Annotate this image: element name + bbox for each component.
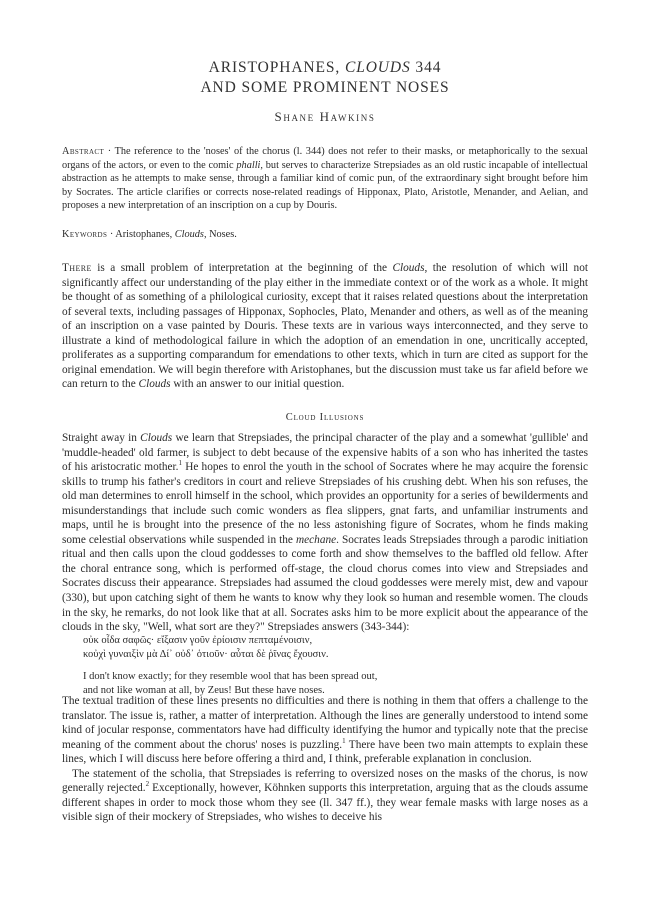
greek-line-2: κοὐχὶ γυναιξὶν μὰ Δί᾽ οὐδ᾽ ὁτιοῦν· αὗται δὲ ῥῖνας ἔχουσιν. bbox=[83, 649, 329, 660]
keywords: Keywords · Aristophanes, Clouds, Noses. bbox=[62, 229, 237, 240]
title-line-1: ARISTOPHANES, CLOUDS 344 bbox=[208, 59, 442, 76]
greek-line-1: οὐκ οἶδα σαφῶς· εἴξασιν γοῦν ἐρίοισιν πεπταμένοισιν, bbox=[83, 635, 313, 646]
abstract-label: Abstract bbox=[62, 146, 105, 157]
footnote-ref: 1 bbox=[342, 736, 346, 745]
intro-first-word: There bbox=[62, 262, 92, 274]
discussion-paragraph-1: The textual tradition of these lines presents no difficulties and there is nothing in them that offers a challenge to the translator. The issue is, rather, a matter of interpretation. Although the lines are generally understood to intend some kind of jocular response, commentators have had difficulty identifying the humor and typically note that the precise meaning of the comment about the chorus' noses is puzzling.$^1$ There have been two main attempts to explain these lines, which I will discuss here before offering a third and, I think, preferable explanation in conclusion. bbox=[62, 695, 588, 766]
title-line-2: AND SOME PROMINENT NOSES bbox=[200, 79, 450, 96]
intro-paragraph: There is a small problem of interpretation at the beginning of the Clouds, the resolution of which will not significantly affect our understanding of the play either in the immediate context or of the work as a whole. It might be thought of as something of a philological curiosity, except that it raises related questions about the interpretation of several texts, including passages of Hipponax, Sophocles, Plato, Menander and others, as well as of the meaning of an inscription on a vase painted by Douris. These texts are in various ways interconnected, and they serve to illustrate a kind of methodological failure in which the adoption of an emendation in one, uncritically accepted, proliferates as a supporting comparandum for emendations to other texts, which in turn are cited as support for the original emendation. We will begin therefore with Aristophanes, but the discussion must take us far afield before we can return to the Clouds with an answer to our initial question. bbox=[62, 262, 588, 391]
title-play-name: CLOUDS bbox=[344, 59, 411, 76]
footnote-ref: 1 bbox=[178, 459, 183, 468]
abstract: Abstract · The reference to the 'noses' of the chorus (l. 344) does not refer to their masks, or metaphorically to the sexual organs of the actors, or even to the comic phalli, but serves to characterize Strepsiades as an old rustic incapable of intellectual abstraction as he attempts to make sense, through a familiar kind of comic pun, of the extraordinary sight brought before him by Socrates. The article clarifies or corrects nose-related readings of Hipponax, Plato, Aristotle, Menander, and Aelian, and proposes a new interpretation of an inscription on a cup by Douris. bbox=[62, 146, 588, 212]
block-quote bbox=[83, 634, 563, 698]
footnote-ref: 2 bbox=[145, 780, 150, 789]
keywords-label: Keywords bbox=[62, 229, 108, 240]
discussion-paragraph-2: The statement of the scholia, that Strepsiades is referring to oversized noses on the masks of the chorus, is now generally rejected.$^2$ Exceptionally, however, Köhnken supports this interpretation, arguing that as the clouds assume different shapes in order to mock those whom they see (ll. 347 ff.), they wear female masks with large noses as a visible sign of their mockery of Strepsiades, who wishes to deceive his bbox=[62, 767, 588, 824]
article-title bbox=[62, 58, 588, 98]
author-name: Shane Hawkins bbox=[274, 109, 376, 124]
section-heading: Cloud Illusions bbox=[285, 412, 365, 423]
translation-line-2: and not like woman at all, by Zeus! But these have noses. bbox=[83, 685, 325, 696]
section-paragraph: Straight away in Clouds we learn that Strepsiades, the principal character of the play and a somewhat 'gullible' and 'muddle-headed' old farmer, is subject to debt because of the expensive habits of a son who has inherited the tastes of his aristocratic mother.$^1$ He hopes to enrol the youth in the school of Socrates where he may acquire the forensic skills to trump his father's creditors in court and relieve Strepsiades of his crushing debt. When his son refuses, the old man determines to enroll himself in the school, which provides an opportunity for a series of bewilderments and misunderstandings that include such comic wonders as flea slippers, gnat farts, and unfamiliar instruments and maps, until he is brought into the presence of the no less astonishing figure of Socrates, whom he finds making some celestial observations while suspended in the mechane. Socrates leads Strepsiades through a parodic initiation ritual and then calls upon the cloud goddesses to come forth and show themselves to the baffled old fellow. After the choral entrance song, which is performed off-stage, the cloud chorus comes into view and Strepsiades and Socrates discuss their appearance. Strepsiades had assumed the cloud goddesses were merely mist, dew and vapour (330), but upon catching sight of them he wants to know why they look so human and resemble women. The clouds in the sky, he remarks, do not look like that at all. Socrates asks him to be more explicit about the appearance of the clouds in the sky, "Well, what sort are they?" Strepsiades answers (343-344): bbox=[62, 432, 588, 634]
discussion-text bbox=[62, 694, 588, 825]
translation-line-1: I don't know exactly; for they resemble wool that has been spread out, bbox=[83, 671, 378, 682]
